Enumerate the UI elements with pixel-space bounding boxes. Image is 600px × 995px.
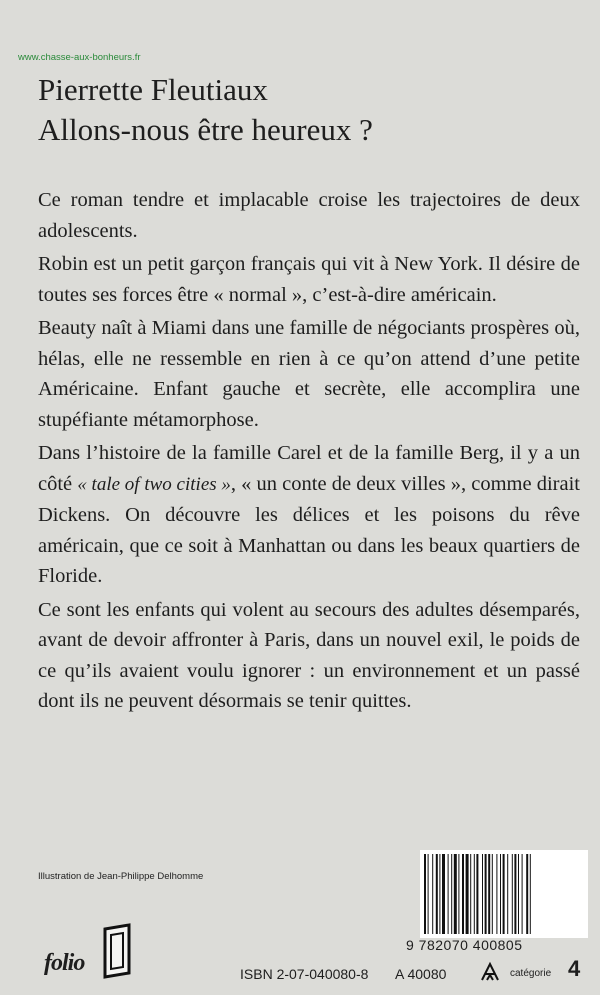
blurb-paragraph-3: Beauty naît à Miami dans une famille de négociants prospères où, hélas, elle ne ressemble en rien à ce qu’on attend d’une petite Américaine. Enfant gauche et secrète, elle accomplira une stupéfiante métamorphose.: [38, 317, 580, 431]
barcode-number: 9 782070 400805: [406, 937, 523, 953]
folio-page-icon: [95, 923, 135, 979]
back-cover-blurb: [38, 185, 580, 720]
blurb-paragraph-4-start: Dans l’histoire de la famille Carel et de la famille Berg, il y a un côté: [38, 442, 580, 495]
category-label: catégorie: [510, 968, 552, 979]
isbn-code: ISBN 2-07-040080-8: [240, 966, 369, 982]
category-number: 4: [568, 956, 581, 981]
blurb-paragraph-5: Ce sont les enfants qui volent au secours des adultes désemparés, avant de devoir affronter à Paris, dans un nouvel exil, le poids de ce qu’ils avaient voulu ignorer : un environnement et un passé dont ils ne peuvent désormais se tenir quittes.: [38, 598, 580, 712]
publisher-ref: A 40080: [395, 966, 447, 982]
book-title: Allons-nous être heureux ?: [38, 112, 373, 147]
blurb-italic-quote: « tale of two cities »: [77, 473, 231, 495]
book-author: Pierrette Fleutiaux: [38, 72, 268, 107]
gallimard-emblem-icon: [478, 960, 502, 984]
folio-logo: folio: [44, 950, 85, 976]
blurb-paragraph-4: [38, 438, 580, 592]
blurb-paragraph-1: Ce roman tendre et implacable croise les trajectoires de deux adolescents.: [38, 189, 580, 242]
barcode-image: [420, 850, 588, 938]
illustration-credit: Illustration de Jean-Philippe Delhomme: [38, 871, 204, 882]
watermark-url: www.chasse-aux-bonheurs.fr: [18, 52, 141, 63]
blurb-paragraph-2: Robin est un petit garçon français qui vit à New York. Il désire de toutes ses forces être « normal », c’est-à-dire américain.: [38, 253, 580, 306]
blurb-paragraph-4-end: , « un conte de deux villes », comme dirait Dickens. On découvre les délices et les poisons du rêve américain, que ce soit à Manhattan ou dans les beaux quartiers de Floride.: [38, 472, 580, 587]
